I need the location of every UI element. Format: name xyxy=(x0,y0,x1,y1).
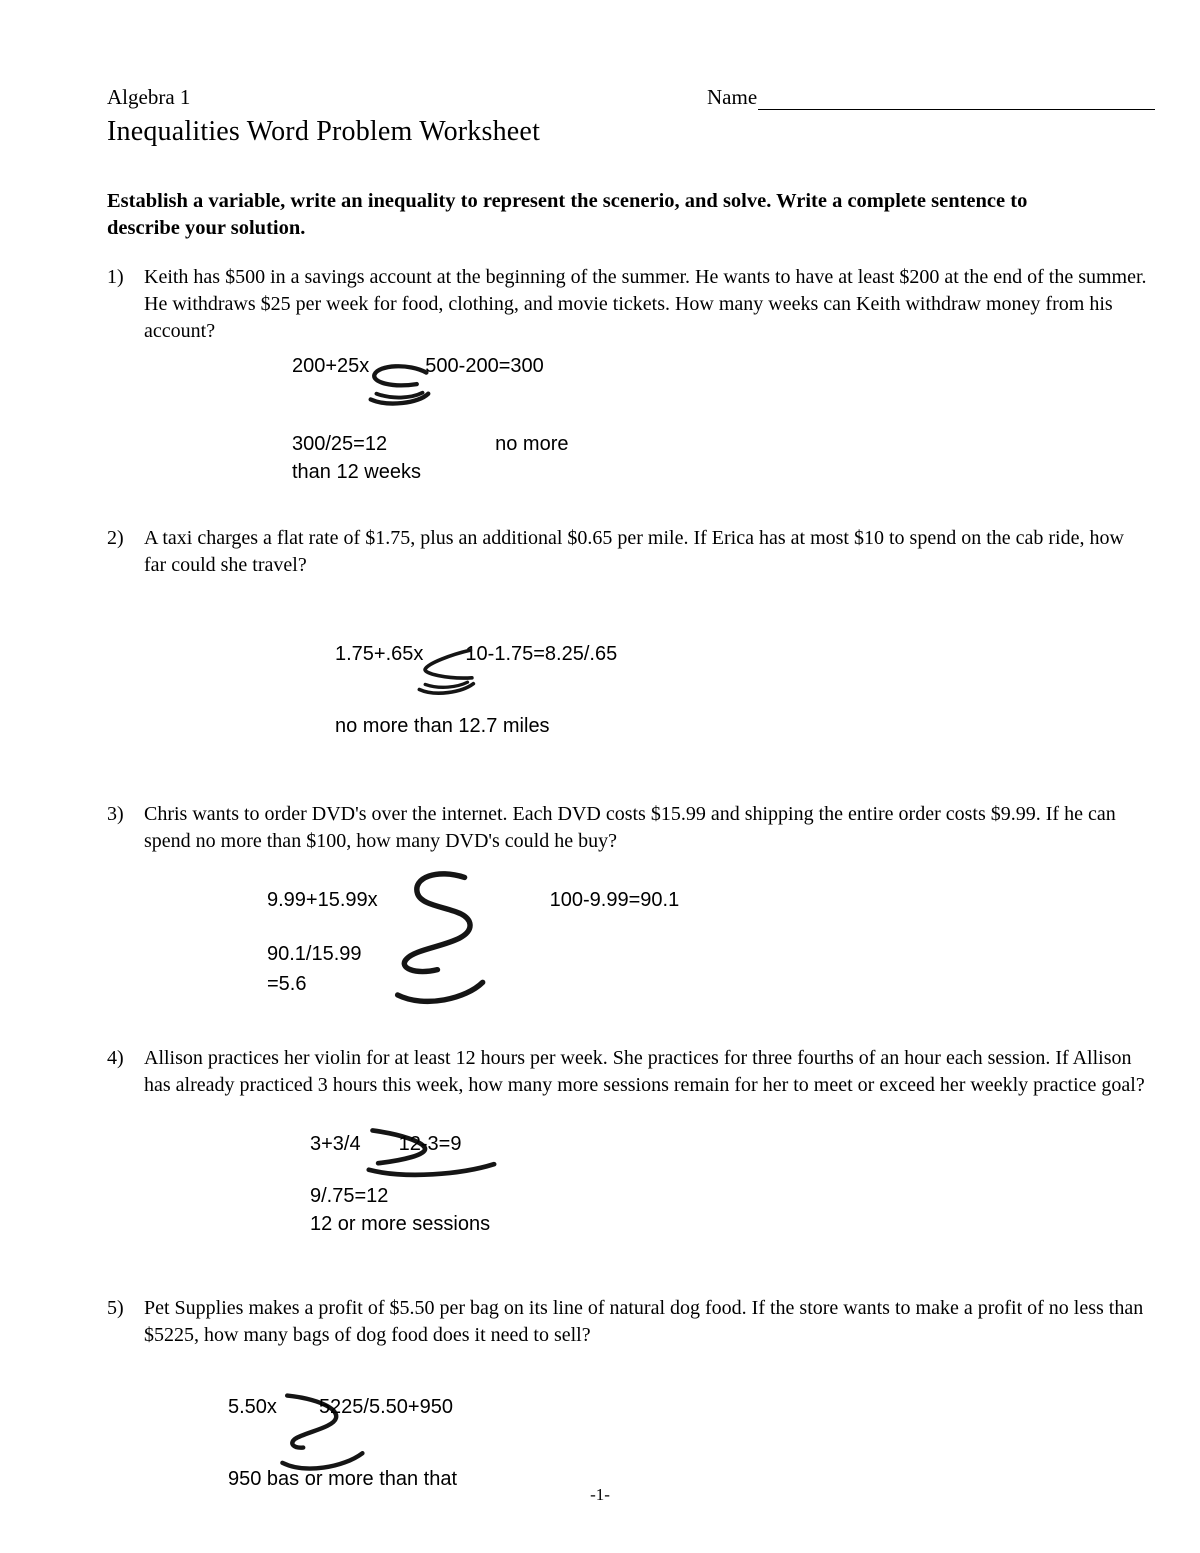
equation-right: 500-200=300 xyxy=(425,355,544,378)
course-label: Algebra 1 xyxy=(107,85,191,109)
solution-note: 950 bas or more than that xyxy=(228,1468,458,1491)
equation-right: 10-1.75=8.25/.65 xyxy=(465,643,618,666)
problem-2 xyxy=(107,525,1155,579)
solution-note: no more than 12.7 miles xyxy=(335,715,550,738)
problem-2-text: A taxi charges a flat rate of $1.75, plus an additional $0.65 per mile. If Erica has at most $10 to spend on the cab ride, how far could she travel? xyxy=(144,527,1124,577)
problem-3-work xyxy=(267,887,1155,997)
problem-5-work xyxy=(228,1394,1155,1492)
problem-4-number: 4) xyxy=(107,1047,124,1070)
instructions-text: Establish a variable, write an inequality to represent the scenerio, and solve. Write a complete sentence to describe your solution. xyxy=(107,190,1028,240)
solution-note: 12 or more sessions xyxy=(310,1213,491,1236)
problem-5-solution-line xyxy=(228,1466,1155,1492)
equation-left: 3+3/4 xyxy=(310,1133,361,1156)
equation-left: 5.50x xyxy=(228,1396,277,1419)
equation-left: 1.75+.65x xyxy=(335,643,424,666)
equation-left: 9.99+15.99x xyxy=(267,889,378,912)
name-field xyxy=(707,85,1155,110)
problem-5-equation xyxy=(228,1394,1155,1420)
problem-5-number: 5) xyxy=(107,1297,124,1320)
equation-left: 200+25x xyxy=(292,355,370,378)
problem-1-text: Keith has $500 in a savings account at the beginning of the summer. He wants to have at least $200 at the end of the summer. He withdraws $25 per week for food, clothing, and movie tickets. How many weeks can Keith withdraw money from his account? xyxy=(144,266,1147,343)
equation-right: 12-3=9 xyxy=(398,1133,462,1156)
equation-right: 5225/5.50+950 xyxy=(318,1396,453,1419)
solution-step: 90.1/15.99 xyxy=(267,943,362,966)
problem-3 xyxy=(107,801,1155,855)
problem-2-number: 2) xyxy=(107,527,124,550)
name-blank-line xyxy=(758,86,1155,110)
solution-note: no more xyxy=(495,433,569,456)
name-label: Name xyxy=(707,85,758,109)
problem-4-solution-line xyxy=(310,1211,1155,1237)
solution-step: =5.6 xyxy=(267,973,307,996)
problem-4-equation xyxy=(310,1131,1155,1157)
problem-2-work xyxy=(335,641,1155,739)
handwritten-less-equal-icon xyxy=(415,639,477,705)
problem-5-text: Pet Supplies makes a profit of $5.50 per bag on its line of natural dog food. If the store wants to make a profit of no less than $5225, how many bags of dog food does it need to sell? xyxy=(144,1297,1144,1347)
page-title: Inequalities Word Problem Worksheet xyxy=(107,116,541,147)
equation-right: 100-9.99=90.1 xyxy=(549,889,680,912)
problem-3-solution-line xyxy=(267,971,1155,997)
problem-4-text: Allison practices her violin for at least 12 hours per week. She practices for three fourths of an hour each session. If Allison has already practiced 3 hours this week, how many more sessions remain for her to meet or exceed her weekly practice goal? xyxy=(144,1047,1145,1097)
solution-step: 300/25=12 xyxy=(292,433,388,456)
problem-3-solution-line xyxy=(267,941,1155,967)
page-header xyxy=(107,85,1155,110)
page-number: -1- xyxy=(590,1485,610,1504)
problem-3-number: 3) xyxy=(107,803,124,826)
problem-2-equation xyxy=(335,641,1155,707)
problem-1-solution-line xyxy=(292,431,1155,457)
problem-1-work xyxy=(292,353,1155,485)
problem-5 xyxy=(107,1295,1155,1349)
handwritten-less-equal-icon xyxy=(363,361,435,411)
problem-1-solution-line xyxy=(292,459,1155,485)
problem-3-equation xyxy=(267,887,1155,913)
problem-2-solution-line xyxy=(335,713,1155,739)
problem-4-solution-line xyxy=(310,1183,1155,1209)
problem-1-number: 1) xyxy=(107,266,124,289)
problem-3-text: Chris wants to order DVD's over the internet. Each DVD costs $15.99 and shipping the entire order costs $9.99. If he can spend no more than $100, how many DVD's could he buy? xyxy=(144,803,1116,853)
problem-1 xyxy=(107,264,1155,345)
solution-note: than 12 weeks xyxy=(292,461,421,484)
problem-4-work xyxy=(310,1131,1155,1237)
problem-4 xyxy=(107,1045,1155,1099)
solution-step: 9/.75=12 xyxy=(310,1185,389,1208)
problem-1-equation xyxy=(292,353,1155,403)
